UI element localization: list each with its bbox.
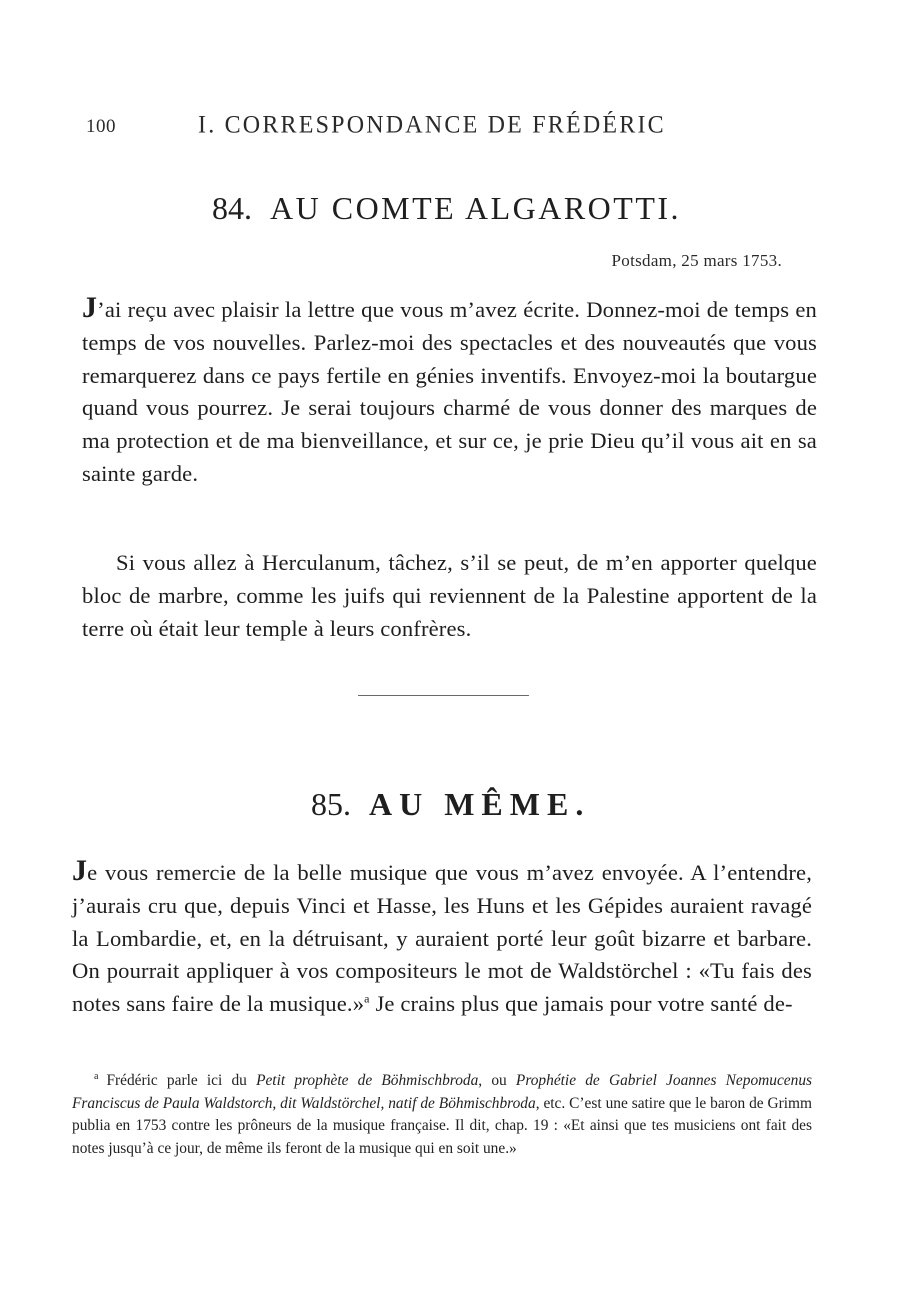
letter-85-paragraph-1 — [72, 856, 812, 1021]
letter-recipient: AU MÊME. — [369, 786, 591, 822]
footnote — [72, 1070, 812, 1160]
letter-recipient: AU COMTE ALGAROTTI. — [270, 190, 682, 226]
letter-84-heading — [212, 190, 681, 227]
letter-number: 85. — [311, 786, 351, 822]
letter-85-heading — [311, 786, 590, 823]
letter-84-paragraph-2 — [82, 547, 817, 645]
page-number: 100 — [86, 116, 116, 137]
paragraph-text-continued: Je crains plus que jamais pour votre santé de- — [369, 991, 793, 1017]
footnote-mark: a — [94, 1070, 99, 1082]
paragraph-text: Si vous allez à Herculanum, tâchez, s’il se peut, de m’en apporter quelque bloc de marbre, comme les juifs qui reviennent de la Palestine apportent de la terre où était leur temple à leurs confrères. — [82, 550, 817, 641]
footnote-seg-1-italic: Petit prophète de Böhmischbroda — [256, 1072, 479, 1089]
drop-cap: J — [72, 854, 88, 887]
letter-84-paragraph-1 — [82, 293, 817, 491]
footnote-seg-3-italic: Prophétie de Gabriel Joannes Nepomucenus Franciscus de Paula Waldstorch, dit Waldstörchel, natif de Böhmischbroda — [72, 1072, 813, 1112]
paragraph-text: ’ai reçu avec plaisir la lettre que vous m’avez écrite. Donnez-moi de temps en temps de vos nouvelles. Parlez-moi des spectacles et des nouveautés que vous remarquerez dans ce pays fertile en génies inventifs. Envoyez-moi la boutargue quand vous pourrez. Je serai toujours charmé de vous donner des marques de ma protection et de ma bienveillance, et sur ce, je prie Dieu qu’il vous ait en sa sainte garde. — [82, 297, 817, 486]
footnote-reference[interactable]: a — [364, 991, 370, 1006]
footnote-seg-4: , etc. C’est une satire que le baron de Grimm publia en 1753 contre les prôneurs de la musique française. Il dit, chap. 19 : «Et ainsi que tes musiciens ont fait des notes jusqu’à ce jour, de même ils feront de la musique qui en soit une.» — [72, 1094, 812, 1157]
paragraph-text: e vous remercie de la belle musique que vous m’avez envoyée. A l’entendre, j’aurais cru que, depuis Vinci et Hasse, les Huns et les Gépides auraient ravagé la Lombardie, et, en la détruisant, y auraient porté leur goût bizarre et barbare. On pourrait appliquer à vos compositeurs le mot de Waldstörchel : «Tu fais des notes sans faire de la musique.» — [72, 860, 812, 1017]
letter-dateline: Potsdam, 25 mars 1753. — [611, 251, 782, 270]
drop-cap: J — [82, 291, 98, 324]
running-title: I. CORRESPONDANCE DE FRÉDÉRIC — [198, 111, 666, 139]
section-divider — [358, 695, 529, 696]
footnote-seg-0: Frédéric parle ici du — [106, 1072, 257, 1089]
footnote-seg-2: , ou — [478, 1072, 516, 1089]
letter-number: 84. — [212, 190, 252, 226]
running-head — [86, 112, 786, 144]
